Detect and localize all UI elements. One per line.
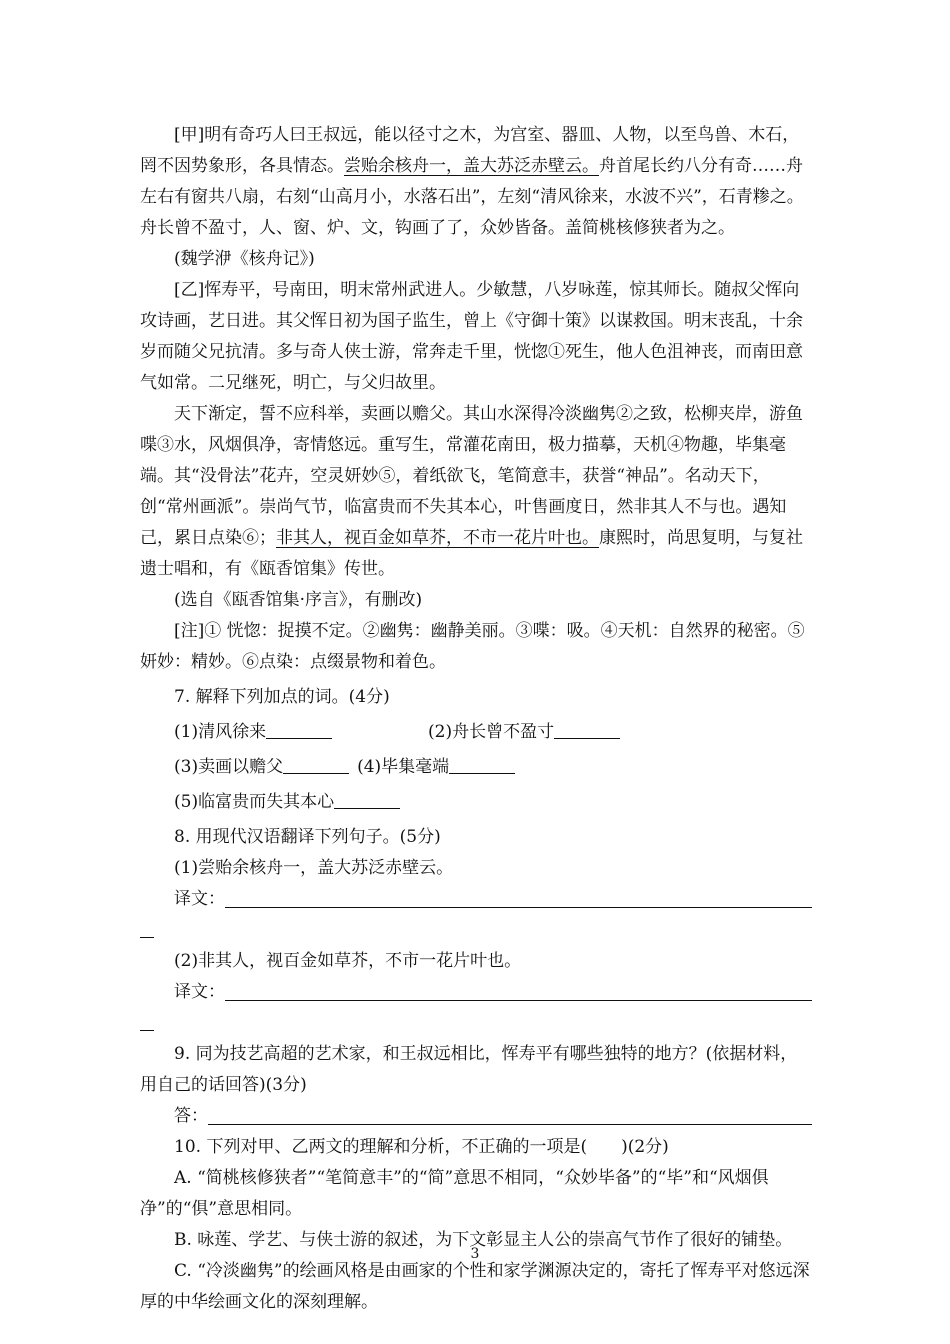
answer-label: 答： (174, 1106, 208, 1126)
passage-jia (140, 120, 812, 244)
translation-label: 译文： (174, 889, 225, 909)
question-7-item-2-text: (2)舟长曾不盈寸 (428, 722, 555, 742)
answer-blank[interactable] (334, 790, 400, 809)
question-8-sentence-1: (1)尝贻余核舟一，盖大苏泛赤壁云。 (174, 858, 454, 878)
question-7-item-5 (174, 787, 400, 818)
question-7-row-3 (140, 787, 812, 818)
passage-yi-source: (选自《瓯香馆集·序言》，有删改) (174, 590, 423, 610)
passage-yi-underlined: 非其人，视百金如草芥，不市一花片叶也。 (276, 528, 599, 548)
question-8-sentence-2: (2)非其人，视百金如草芥，不市一花片叶也。 (174, 951, 522, 971)
question-7-stem: 7. 解释下列加点的词。(4分) (174, 687, 390, 707)
passage-yi-p2-text-a: 天下渐定，誓不应科举，卖画以赡父。其山水深得冷淡幽隽②之致，松柳夹岸，游鱼喋③水，风烟俱净，寄情悠远。重写生，常灌花南田，极力描摹，天机④物趣，毕集毫端。其“没骨法”花卉，空灵妍妙⑤，着纸欲飞，笔简意丰，获誉“神品”。名动天下，创“常州画派”。崇尚气节，临富贵而不失其本心，叶售画度日，然非其人不与也。遇知己，累日点染⑥； (140, 404, 803, 548)
question-7-item-3-text: (3)卖画以赡父 (174, 757, 284, 777)
question-7-item-3 (174, 752, 349, 783)
page-number: 3 (470, 1246, 480, 1262)
passage-yi-notes: [注]① 恍惚：捉摸不定。②幽隽：幽静美丽。③喋：吸。④天机：自然界的秘密。⑤妍妙：精妙。⑥点染：点缀景物和着色。 (140, 621, 805, 672)
question-8-answer-2[interactable] (174, 977, 812, 1008)
passage-jia-underlined: 尝贻余核舟一，盖大苏泛赤壁云。 (344, 156, 599, 176)
passage-yi-p1: [乙]恽寿平，号南田，明末常州武进人。少敏慧，八岁咏莲，惊其师长。随叔父恽向攻诗画，艺日进。其父恽日初为国子监生，曾上《守御十策》以谋救国。明末丧乱，十余岁而随父兄抗清。多与奇人侠士游，常奔走千里，恍惚①死生，他人色沮神丧，而南田意气如常。二兄继死，明亡，与父归故里。 (140, 280, 803, 393)
answer-line-dash (140, 919, 154, 938)
question-7-row-2 (140, 752, 812, 783)
question-9-answer[interactable] (174, 1101, 812, 1132)
answer-line[interactable] (225, 887, 812, 908)
page-content (140, 120, 812, 1318)
question-7-row-1 (140, 717, 812, 748)
answer-line[interactable] (225, 980, 812, 1001)
translation-label: 译文： (174, 982, 225, 1002)
answer-line[interactable] (208, 1104, 812, 1125)
question-10-option-b: B. 咏莲、学艺、与侠士游的叙述，为下文彰显主人公的崇高气节作了很好的铺垫。 (174, 1230, 793, 1250)
answer-blank[interactable] (266, 720, 332, 739)
answer-blank[interactable] (554, 720, 620, 739)
question-7-item-4 (357, 752, 515, 783)
answer-blank[interactable] (449, 755, 515, 774)
question-7-item-2 (428, 717, 620, 748)
passage-yi-p2 (140, 399, 812, 585)
question-10-option-c: C. “冷淡幽隽”的绘画风格是由画家的个性和家学渊源决定的，寄托了恽寿平对悠远深厚的中华绘画文化的深刻理解。 (140, 1261, 810, 1312)
question-7-item-1-text: (1)清风徐来 (174, 722, 267, 742)
passage-jia-text-b: 舟首尾长约八分有奇……舟左右有窗共八扇，右刻“山高月小，水落石出”，左刻“清风徐来，水波不兴”，石青糁之。舟长曾不盈寸，人、窗、炉、文，钩画了了，众妙皆备。盖简桃核修狭者为之。 (140, 156, 804, 238)
question-7-item-5-text: (5)临富贵而失其本心 (174, 792, 335, 812)
question-7-item-1 (174, 717, 428, 748)
question-10-option-a: A. “简桃核修狭者”“笔简意丰”的“简”意思不相同，“众妙毕备”的“毕”和“风烟俱净”的“俱”意思相同。 (140, 1168, 769, 1219)
question-7-item-4-text: (4)毕集毫端 (357, 757, 450, 777)
answer-blank[interactable] (283, 755, 349, 774)
passage-yi-p2-text-b: 康熙时，尚思复明，与复社遗士唱和，有《瓯香馆集》传世。 (140, 528, 803, 579)
question-8-answer-1[interactable] (174, 884, 812, 915)
question-10-stem: 10. 下列对甲、乙两文的理解和分析，不正确的一项是( )(2分) (174, 1137, 669, 1157)
question-8-stem: 8. 用现代汉语翻译下列句子。(5分) (174, 827, 441, 847)
question-9-stem: 9. 同为技艺高超的艺术家，和王叔远相比，恽寿平有哪些独特的地方？(依据材料，用自己的话回答)(3分) (140, 1044, 798, 1095)
answer-line-tail (140, 1008, 812, 1039)
answer-line-tail (140, 915, 812, 946)
passage-jia-text-a: [甲]明有奇巧人曰王叔远，能以径寸之木，为宫室、器皿、人物，以至鸟兽、木石，罔不因势象形，各具情态。 (140, 125, 800, 176)
answer-line-dash (140, 1012, 154, 1031)
passage-jia-source: (魏学洢《核舟记》) (174, 249, 315, 269)
